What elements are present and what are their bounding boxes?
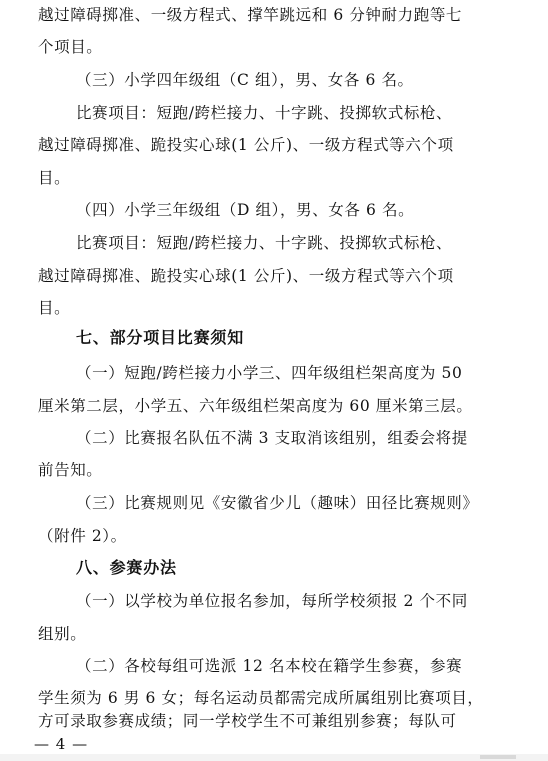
text-line: 越过障碍掷准、一级方程式、撑竿跳远和 6 分钟耐力跑等七 bbox=[38, 6, 463, 24]
text-line: 目。 bbox=[38, 169, 71, 187]
text-line: 个项目。 bbox=[38, 38, 103, 56]
page-number: — 4 — bbox=[34, 735, 89, 753]
text-line: （三）比赛规则见《安徽省少儿（趣味）田径比赛规则》 bbox=[76, 494, 479, 512]
text-line: （四）小学三年级组（D 组），男、女各 6 名。 bbox=[76, 201, 415, 219]
text-line: 方可录取参赛成绩；同一学校学生不可兼组别参赛；每队可 bbox=[38, 712, 457, 730]
text-line: 越过障碍掷准、跪投实心球(1 公斤)、一级方程式等六个项 bbox=[38, 136, 454, 154]
text-line: （二）各校每组可选派 12 名本校在籍学生参赛，参赛 bbox=[76, 657, 463, 675]
section-heading-seven: 七、部分项目比赛须知 bbox=[76, 328, 245, 347]
text-line: 厘米第二层，小学五、六年级组栏架高度为 60 厘米第三层。 bbox=[38, 397, 473, 415]
page-bottom-edge bbox=[0, 754, 548, 761]
text-line: （一）以学校为单位报名参加，每所学校须报 2 个不同 bbox=[76, 592, 468, 610]
text-line: 学生须为 6 男 6 女；每名运动员都需完成所属组别比赛项目， bbox=[38, 689, 484, 707]
text-line: 前告知。 bbox=[38, 461, 103, 479]
scroll-marker bbox=[480, 755, 516, 759]
text-line: （一）短跑/跨栏接力小学三、四年级组栏架高度为 50 bbox=[76, 364, 463, 382]
text-line: （三）小学四年级组（C 组），男、女各 6 名。 bbox=[76, 71, 414, 89]
text-line: （附件 2）。 bbox=[38, 527, 127, 545]
section-heading-eight: 八、参赛办法 bbox=[76, 558, 177, 577]
text-line: 比赛项目：短跑/跨栏接力、十字跳、投掷软式标枪、 bbox=[76, 234, 453, 252]
text-line: 组别。 bbox=[38, 625, 87, 643]
text-line: 越过障碍掷准、跪投实心球(1 公斤)、一级方程式等六个项 bbox=[38, 267, 454, 285]
text-line: （二）比赛报名队伍不满 3 支取消该组别，组委会将提 bbox=[76, 429, 468, 447]
text-line: 目。 bbox=[38, 299, 71, 317]
text-line: 比赛项目：短跑/跨栏接力、十字跳、投掷软式标枪、 bbox=[76, 104, 453, 122]
